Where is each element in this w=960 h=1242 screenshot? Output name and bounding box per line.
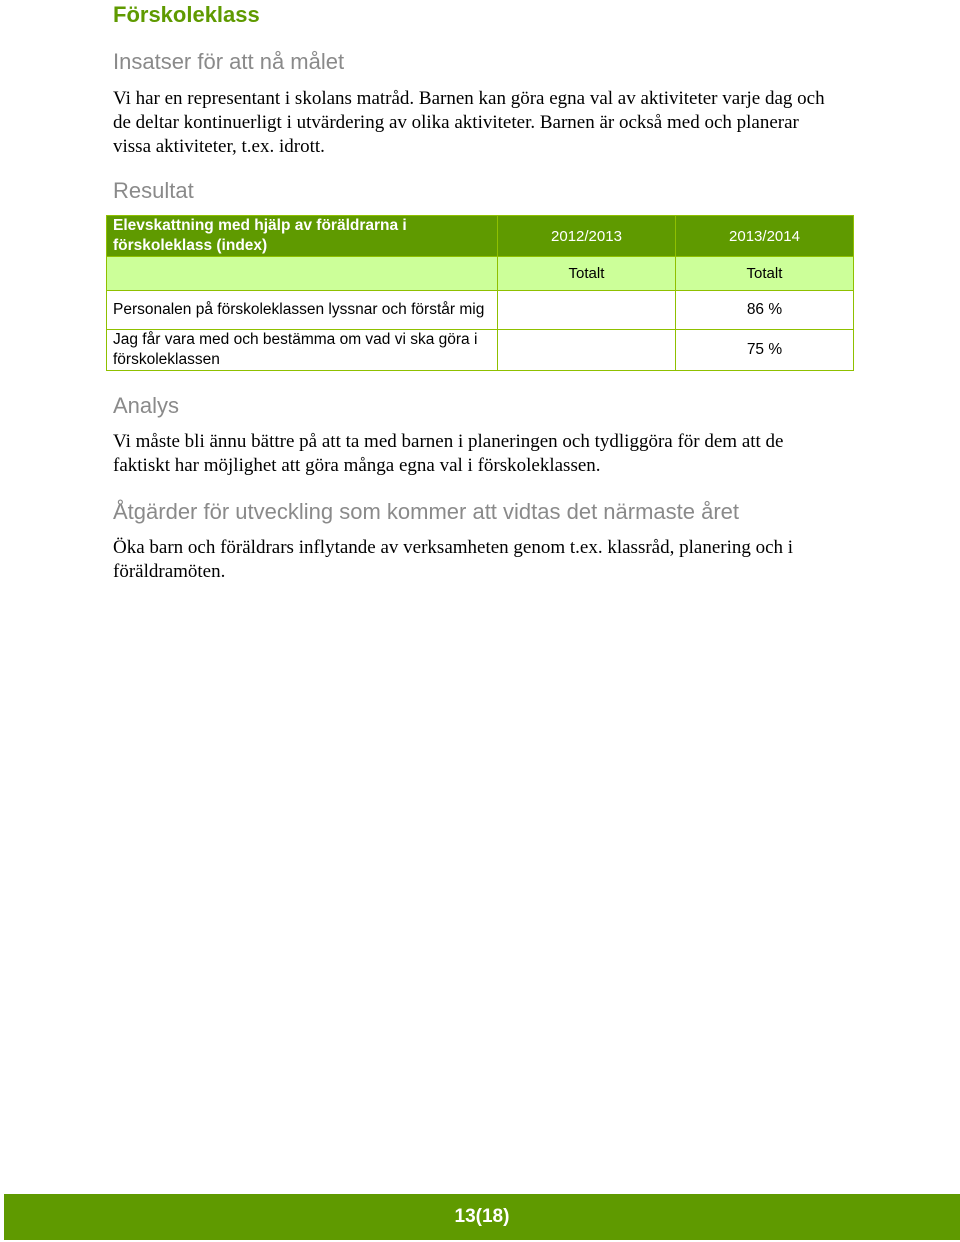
table-subheader-1: Totalt xyxy=(497,257,675,291)
table-subheader-2: Totalt xyxy=(675,257,853,291)
table-subheader-label xyxy=(107,257,498,291)
table-row-label: Jag får vara med och bestämma om vad vi ska göra i förskoleklassen xyxy=(107,330,498,371)
table-row-value-1 xyxy=(497,330,675,371)
table-header-year-1: 2012/2013 xyxy=(497,216,675,257)
table-row xyxy=(107,291,854,330)
page-title: Förskoleklass xyxy=(113,2,260,27)
paragraph-atgarder: Öka barn och föräldrars inflytande av verksamheten genom t.ex. klassråd, planering och i föräldramöten. xyxy=(113,537,794,582)
table-row xyxy=(107,330,854,371)
table-row-value-1 xyxy=(497,291,675,330)
footer-bar xyxy=(4,1194,960,1240)
table-row-value-2: 75 % xyxy=(675,330,853,371)
table-header-label: Elevskattning med hjälp av föräldrarna i förskoleklass (index) xyxy=(107,216,498,257)
table-header-year-2: 2013/2014 xyxy=(675,216,853,257)
heading-analys: Analys xyxy=(113,393,180,418)
table-row-label: Personalen på förskoleklassen lyssnar och förstår mig xyxy=(107,291,498,330)
paragraph-insatser: Vi har en representant i skolans matråd. Barnen kan göra egna val av aktiviteter varje dag och de deltar kontinuerligt i utvärdering av olika aktiviteter. Barnen är också med och planerar vissa aktiviteter, t.ex. idrott. xyxy=(113,88,825,157)
page-number: 13(18) xyxy=(454,1206,510,1227)
heading-atgarder: Åtgärder för utveckling som kommer att vidtas det närmaste året xyxy=(113,499,740,524)
heading-resultat: Resultat xyxy=(113,178,194,203)
table-row-value-2: 86 % xyxy=(675,291,853,330)
result-table xyxy=(106,215,854,371)
table-subheader-row xyxy=(107,257,854,291)
heading-insatser: Insatser för att nå målet xyxy=(113,49,345,74)
table-header-row xyxy=(107,216,854,257)
paragraph-analys: Vi måste bli ännu bättre på att ta med barnen i planeringen och tydliggöra för dem att de faktiskt har möjlighet att göra många egna val i förskoleklassen. xyxy=(113,431,784,476)
